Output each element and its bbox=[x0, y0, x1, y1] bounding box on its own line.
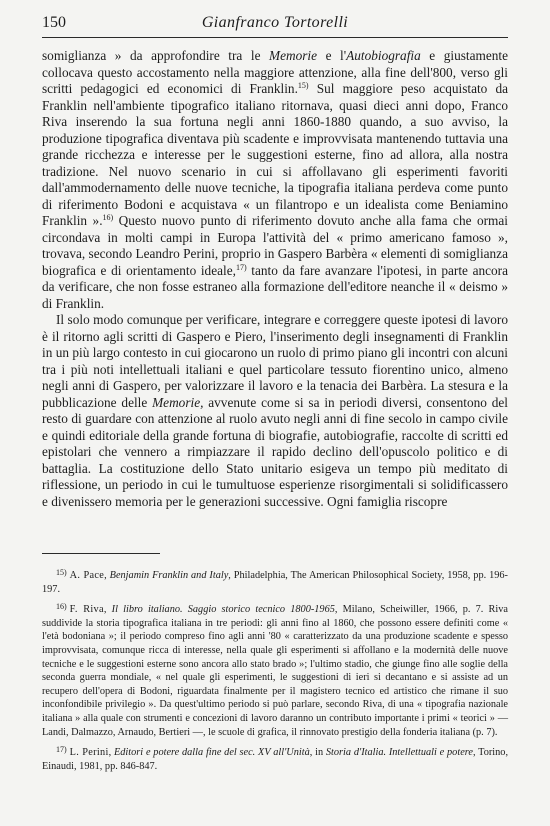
text-run: somiglianza » da approfondire tra le bbox=[42, 48, 270, 63]
italic-text: Autobiografia bbox=[346, 48, 421, 63]
author-name: L. Perini bbox=[69, 747, 109, 759]
text-run: , Torino, Einaudi, 1981, pp. 846-847. bbox=[42, 747, 509, 772]
page-number: 150 bbox=[42, 14, 66, 31]
running-head: Gianfranco Tortorelli bbox=[201, 14, 349, 31]
text-run: e l' bbox=[317, 48, 347, 63]
italic-text: Memorie, bbox=[152, 394, 204, 410]
text-run: Il solo modo comunque per verificare, integrare e correggere queste ipotesi di lavoro è il ritorno agli scritti di Gaspero e Piero, l'inserimento degli insegnamenti di Franklin in un più largo contesto in cui giocarono un ruolo di primo piano gli incontri con alcuni tra i più noti intellettuali italiani e quel particolare tessuto fiorentino unico, almeno negli anni di Gaspero, per valorizzare il lavoro e la tenacia dei Barbèra. La stesura e la pubblicazione delle bbox=[42, 312, 508, 410]
italic-text: Editori e potere dalla fine del sec. XV all'Unità bbox=[113, 747, 310, 759]
footnote-ref: 16) bbox=[102, 213, 114, 222]
text-run: , in bbox=[309, 747, 326, 759]
text-run: Questo nuovo punto di riferimento dovuto anche alla fama che ormai circondava in molti campi in Europa l'attività del « primo americano famoso », trovava, secondo Leandro Perini, proprio in Gaspero Barbèra « elementi di somiglianza biografica e di orientamento ideale, bbox=[42, 213, 508, 278]
italic-text: Storia d'Italia. Intellettuali e potere bbox=[325, 747, 473, 759]
footnote-ref: 15) bbox=[297, 81, 309, 90]
author-name: F. Riva bbox=[69, 604, 104, 616]
header-rule bbox=[42, 37, 508, 38]
footnote-number: 17) bbox=[56, 745, 67, 755]
footnotes bbox=[42, 566, 508, 777]
text-run: e giustamente collocava questo accostamento nella maggiore attenzione, alla fine dell'800, verso gli scritti pedagogici ed economici di Franklin. bbox=[42, 48, 508, 96]
footnote bbox=[42, 600, 508, 739]
paragraph bbox=[42, 312, 508, 510]
footnote-number: 15) bbox=[56, 568, 67, 577]
footnote bbox=[42, 743, 508, 773]
text-run: , Philadelphia, The American Philosophical Society, 1958, pp. 196-197. bbox=[42, 570, 508, 595]
body-text bbox=[42, 48, 508, 510]
italic-text: Benjamin Franklin and Italy bbox=[109, 570, 229, 581]
footnote bbox=[42, 566, 508, 596]
footnote-number: 16) bbox=[56, 602, 67, 612]
author-name: A. Pace bbox=[69, 570, 105, 581]
italic-text: Memorie bbox=[269, 48, 318, 63]
text-run: , bbox=[108, 747, 114, 759]
paragraph bbox=[42, 48, 508, 312]
text-run: , Milano, Scheiwiller, 1966, p. 7. Riva suddivide la storia tipografica italiana in tre periodi: gli anni fino al 1860, che possono essere definiti come « l'età bodoniana »; il periodo compreso fino agli anni '80 « caratterizzato da una produzione scadente e spesso improvvisata, comunque ricca di interesse, nella quale gli esperimenti si affollano e la modernità delle nuove tecniche e le suggestioni esterne sono ancora allo stato brado »; l'ultimo stadio, che giunge fino alle soglie della seconda guerra mondiale, « nel quale gli esperimenti, le suggestioni di ieri si decantano e si assiste ad un recupero dell'opera di Bodoni, riguardata finalmente per il magistero tecnico ed artistico che rimane il suo inconfondibile privilegio ». Da quest'ultimo periodo si può parlare, secondo Riva, di una « tipografia nazionale italiana » alla quale con strumenti e concezioni di lavoro daranno un contributo importante i primi « teorici » — Landi, Dalmazzo, Arnaudo, Bertieri —, le scuole di grafica, il rinnovato prestigio della fonderia italiana (p. 7). bbox=[42, 604, 508, 738]
text-run: Sul maggiore peso acquistato da Franklin nell'ambiente tipografico italiano ritornava, quasi dieci anni dopo, Franco Riva inserendo la sua fortuna negli anni 1860-1880 quando, a suo avviso, la produzione tipografica diventava più scadente e improvvisata mantenendo tuttavia una grande ricchezza e interesse per le suggestioni esterne, fino ad allora, alla nostra tradizione. Nel nuovo scenario in cui si affollavano gli esperimenti favoriti dall'ammodernamento delle nuove tecniche, la tipografia italiana perdeva come punto di riferimento Bodoni e acquistava « un filantropo e un idealista come Beniamino Franklin ». bbox=[42, 81, 508, 228]
footnote-separator bbox=[42, 553, 160, 554]
text-run: , bbox=[104, 570, 110, 581]
text-run: avvenute come si sa in periodi diversi, consentono del resto di guardare con attenzione al ruolo avuto negli anni di fine secolo in campo civile e quindi editoriale della grande fortuna di biografie, autobiografie, raccolte di scritti ed epistolari che vennero a rimpiazzare il rapido declino dell'opuscolo politico e di battaglia. La costituzione dello Stato unitario esigeva un tempo più meditato di riflessione, un periodo in cui le tumultuose esperienze risorgimentali si solidificassero e divenissero memoria per le generazioni successive. Ogni famiglia riscopre bbox=[42, 394, 508, 509]
text-run: , bbox=[103, 604, 112, 616]
text-run: tanto da fare avanzare l'ipotesi, in parte ancora da verificare, che non fosse estraneo alla formazione dell'editore neanche il « deismo » di Franklin. bbox=[42, 262, 509, 311]
footnote-ref: 17) bbox=[235, 262, 247, 272]
italic-text: Il libro italiano. Saggio storico tecnico 1800-1965 bbox=[111, 604, 335, 616]
page-header bbox=[42, 14, 508, 36]
